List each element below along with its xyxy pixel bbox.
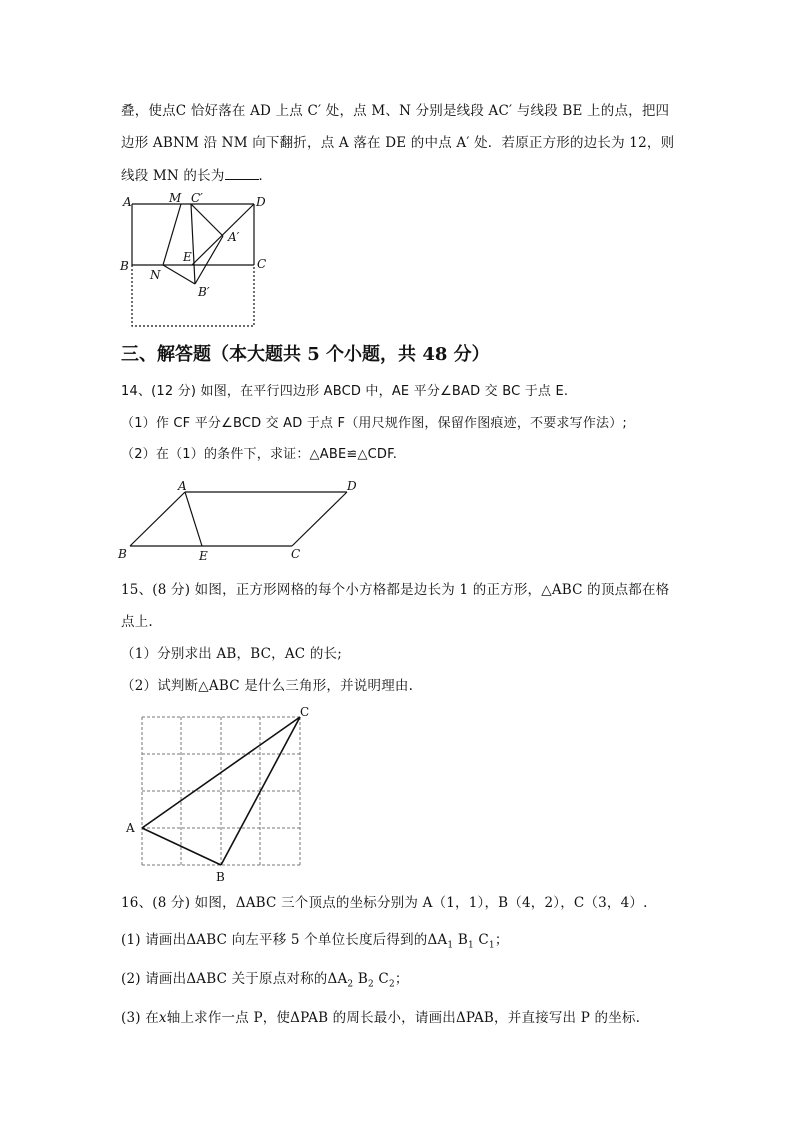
q16-part-1-text: (1) 请画出ΔABC 向左平移 5 个单位长度后得到的ΔA [121, 932, 448, 948]
label-A: A [178, 479, 187, 493]
q14-part-2: （2）在（1）的条件下，求证：△ABE≌△CDF. [121, 447, 398, 462]
segment-C1A1 [191, 204, 223, 236]
q15-grid-figure [120, 700, 320, 885]
q16-part-1-b: B [457, 932, 468, 948]
segment-A1B1 [195, 236, 223, 284]
subscript: 2 [347, 979, 354, 990]
q13-folding-figure [115, 188, 275, 330]
segment-AE [185, 492, 202, 546]
q14-part-1: （1）作 CF 平分∠BCD 交 AD 于点 F（用尺规作图，保留作图痕迹，不要求写作法）; [121, 416, 628, 431]
q15-part-1: （1）分别求出 AB，BC，AC 的长; [121, 646, 342, 662]
segment-DE [192, 204, 254, 265]
label-A: A [126, 821, 135, 835]
label-B: B [118, 547, 127, 561]
q13-line-2: 边形 ABNM 沿 NM 向下翻折，点 A 落在 DE 的中点 A′ 处．若原正方形的边长为 12，则 [121, 135, 675, 151]
subscript: 1 [467, 940, 474, 951]
subscript: 1 [488, 940, 495, 951]
q13-line-1: 叠，使点C 恰好落在 AD 上点 C′ 处，点 M、N 分别是线段 AC′ 与线段 BE 上的点，把四 [121, 103, 670, 119]
segment-NB1 [163, 265, 195, 284]
q16-part-2-b: B [357, 971, 368, 987]
q16-part-2-text: (2) 请画出ΔABC 关于原点对称的ΔA [121, 971, 348, 987]
q13-line-3-prefix: 线段 MN 的长为 [121, 168, 225, 184]
subscript: 2 [367, 979, 374, 990]
section-heading: 三、解答题（本大题共 5 个小题，共 48 分） [121, 344, 490, 365]
label-B: B [216, 870, 225, 884]
segment-DC [292, 492, 347, 546]
subscript: 2 [388, 979, 395, 990]
square-grid [142, 717, 300, 865]
label-C: C [291, 547, 301, 561]
label-M: M [169, 191, 182, 205]
label-C: C [257, 257, 267, 271]
segment-C1B1 [191, 204, 195, 284]
label-C-prime: C′ [191, 191, 203, 205]
q15-stem-line-1: 15、(8 分) 如图，正方形网格的每个小方格都是边长为 1 的正方形，△ABC 的顶点都在格 [121, 582, 670, 598]
q14-parallelogram-figure [115, 476, 365, 566]
q16-part-3-text: (3) 在 [121, 1010, 159, 1026]
subscript: 1 [447, 940, 454, 951]
q15-stem-line-2: 点上. [121, 614, 153, 630]
label-D: D [256, 195, 266, 209]
q16-part-1-c: C [478, 932, 489, 948]
label-D: D [347, 479, 357, 493]
q16-stem: 16、(8 分) 如图，ΔABC 三个顶点的坐标分别为 A（1，1），B（4，2），C（3，4）. [121, 895, 648, 911]
q16-part-2 [121, 969, 409, 995]
label-E: E [199, 549, 208, 563]
q16-part-1-end: ； [494, 932, 509, 948]
q13-line-3-suffix: ． [258, 168, 273, 184]
label-C: C [300, 705, 310, 719]
label-A-prime: A′ [228, 230, 240, 244]
q16-part-3 [121, 1008, 640, 1028]
segment-MN [163, 204, 181, 265]
x-variable: x [158, 1010, 167, 1026]
label-B-prime: B′ [198, 285, 210, 299]
segment-AB [130, 492, 185, 546]
label-A: A [123, 195, 132, 209]
q16-part-2-c: C [378, 971, 389, 987]
q15-part-2: （2）试判断△ABC 是什么三角形，并说明理由. [121, 678, 414, 694]
answer-blank [225, 165, 259, 180]
label-B: B [120, 259, 129, 273]
q14-stem: 14、(12 分) 如图，在平行四边形 ABCD 中，AE 平分∠BAD 交 BC 于点 E. [121, 384, 569, 399]
q16-part-1 [121, 930, 509, 956]
label-N: N [150, 268, 161, 282]
q16-part-2-end: ； [394, 971, 409, 987]
q13-line-3 [121, 165, 272, 186]
label-E: E [183, 250, 192, 264]
q16-part-3-rest: 轴上求作一点 P，使ΔPAB 的周长最小，请画出ΔPAB，并直接写出 P 的坐标. [166, 1010, 641, 1026]
